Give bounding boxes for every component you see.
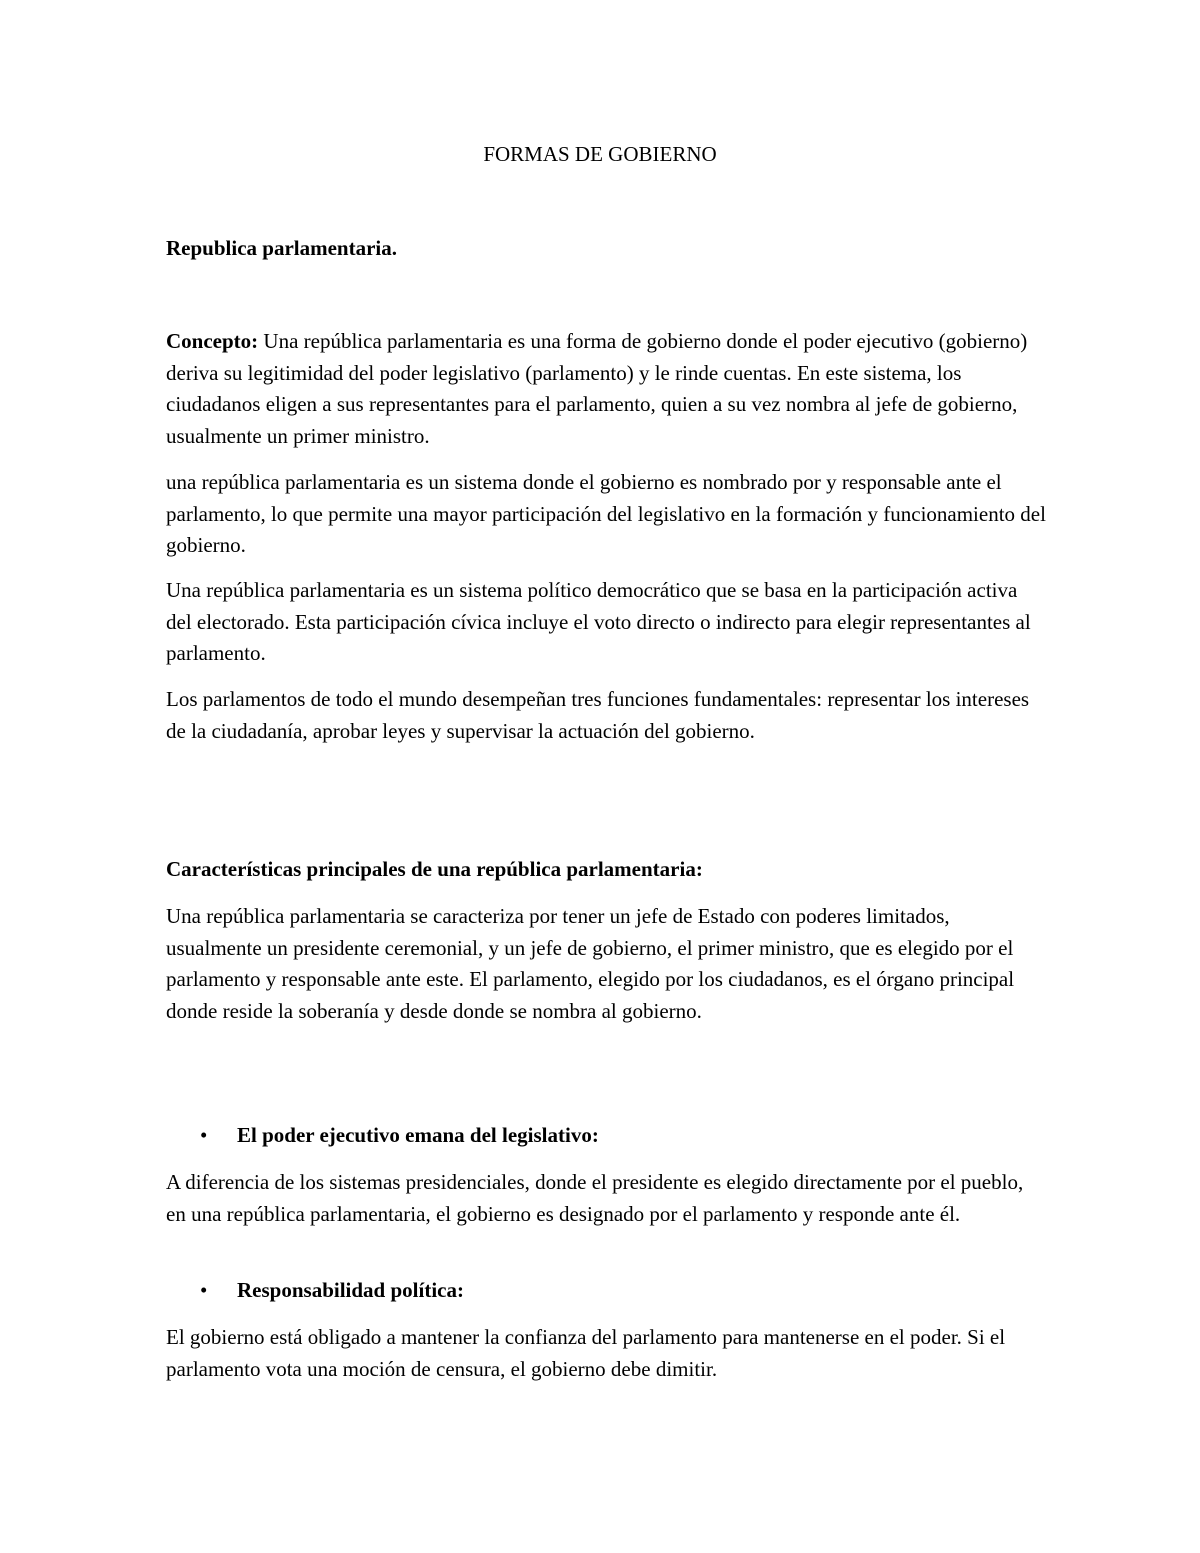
concepto-label: Concepto: [166,329,259,353]
paragraph-7: El gobierno está obligado a mantener la confianza del parlamento para mantenerse en el poder. Si el parlamento vota una moción de censura, el gobierno debe dimitir. [166,1325,1006,1381]
bullet-label: El poder ejecutivo emana del legislativo: [237,1123,599,1147]
paragraph-4: Los parlamentos de todo el mundo desempeñan tres funciones fundamentales: representar los intereses de la ciudadanía, aprobar leyes y supervisar la actuación del gobierno. [166,687,1030,743]
paragraph-2: una república parlamentaria es un sistema donde el gobierno es nombrado por y responsable ante el parlamento, lo que permite una mayor participación del legislativo en la formación y funcionamiento del gobierno. [166,470,1046,557]
paragraph-concepto [166,326,1046,452]
paragraph-5: Una república parlamentaria se caracteriza por tener un jefe de Estado con poderes limitados, usualmente un presidente ceremonial, y un jefe de gobierno, el primer ministro, que es elegido por el parlamento y responsable ante este. El parlamento, elegido por los ciudadanos, es el órgano principal donde reside la soberanía y desde donde se nombra al gobierno. [166,904,1015,1023]
bullet-icon: • [200,1278,208,1302]
bullet-item-poder-ejecutivo [200,1120,1046,1152]
section-heading-republica: Republica parlamentaria. [166,236,397,260]
bullet-label: Responsabilidad política: [237,1278,464,1302]
section-heading-caracteristicas: Características principales de una república parlamentaria: [166,857,703,881]
bullet-icon: • [200,1123,208,1147]
paragraph-3: Una república parlamentaria es un sistema político democrático que se basa en la participación activa del electorado. Esta participación cívica incluye el voto directo o indirecto para elegir representantes al parlamento. [166,578,1031,665]
paragraph-6: A diferencia de los sistemas presidenciales, donde el presidente es elegido directamente por el pueblo, en una república parlamentaria, el gobierno es designado por el parlamento y responde ante él. [166,1170,1024,1226]
concepto-text: Una república parlamentaria es una forma de gobierno donde el poder ejecutivo (gobierno) deriva su legitimidad del poder legislativo (parlamento) y le rinde cuentas. En este sistema, los ciudadanos eligen a sus representantes para el parlamento, quien a su vez nombra al jefe de gobierno, usualmente un primer ministro. [166,329,1028,448]
bullet-item-responsabilidad [200,1275,1046,1307]
document-title: FORMAS DE GOBIERNO [483,142,717,166]
